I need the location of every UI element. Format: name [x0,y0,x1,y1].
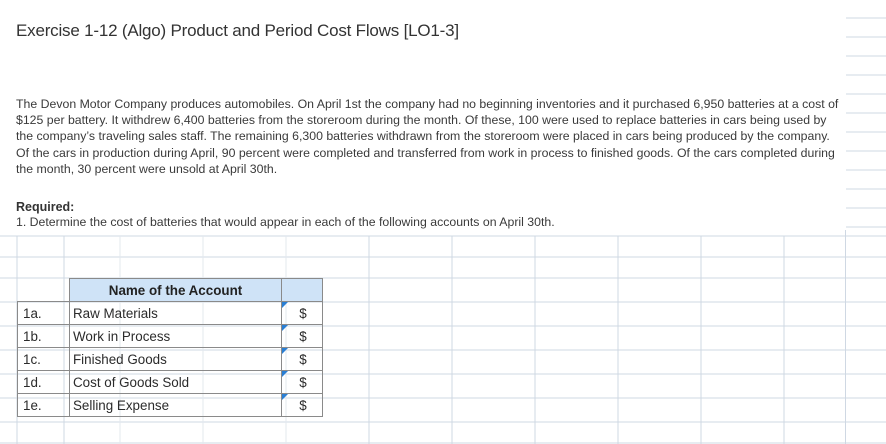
accounts-table [17,278,323,417]
table-row [18,371,323,394]
column-header-amount [282,279,323,302]
amount-input-cost-of-goods-sold[interactable] [282,371,323,394]
header-blank-cell [18,279,70,302]
amount-input-work-in-process[interactable] [282,325,323,348]
exercise-panel [0,0,846,230]
table-row [18,325,323,348]
input-flag-icon [282,302,288,308]
table-row [18,302,323,325]
account-name: Finished Goods [70,348,282,371]
account-name: Raw Materials [70,302,282,325]
table-row [18,348,323,371]
exercise-title: Exercise 1-12 (Algo) Product and Period Cost Flows [LO1-3] [16,21,459,40]
account-name: Selling Expense [70,394,282,417]
required-label: Required: [16,200,75,214]
dollar-sign: $ [299,328,307,344]
required-instruction: 1. Determine the cost of batteries that would appear in each of the following accounts on April 30th. [16,215,555,229]
column-header-account-name: Name of the Account [70,279,282,302]
problem-statement: The Devon Motor Company produces automobiles. On April 1st the company had no beginning inventories and it purchased 6,950 batteries at a cost of $125 per battery. It withdrew 6,400 batteries from the storeroom during the month. Of these, 100 were used to replace batteries in cars being used by the company’s traveling sales staff. The remaining 6,300 batteries withdrawn from the storeroom were placed in cars being produced by the company. Of the cars in production during April, 90 percent were completed and transferred from work in process to finished goods. Of the cars completed during the month, 30 percent were unsold at April 30th. [16,97,839,176]
row-id: 1a. [18,302,70,325]
account-name: Cost of Goods Sold [70,371,282,394]
account-name: Work in Process [70,325,282,348]
dollar-sign: $ [299,397,307,413]
table-header-row [18,279,323,302]
amount-input-raw-materials[interactable] [282,302,323,325]
dollar-sign: $ [299,374,307,390]
dollar-sign: $ [299,305,307,321]
input-flag-icon [282,325,288,331]
row-id: 1b. [18,325,70,348]
input-flag-icon [282,371,288,377]
table-row [18,394,323,417]
dollar-sign: $ [299,351,307,367]
input-flag-icon [282,394,288,400]
amount-input-finished-goods[interactable] [282,348,323,371]
row-id: 1d. [18,371,70,394]
input-flag-icon [282,348,288,354]
row-id: 1c. [18,348,70,371]
row-id: 1e. [18,394,70,417]
amount-input-selling-expense[interactable] [282,394,323,417]
